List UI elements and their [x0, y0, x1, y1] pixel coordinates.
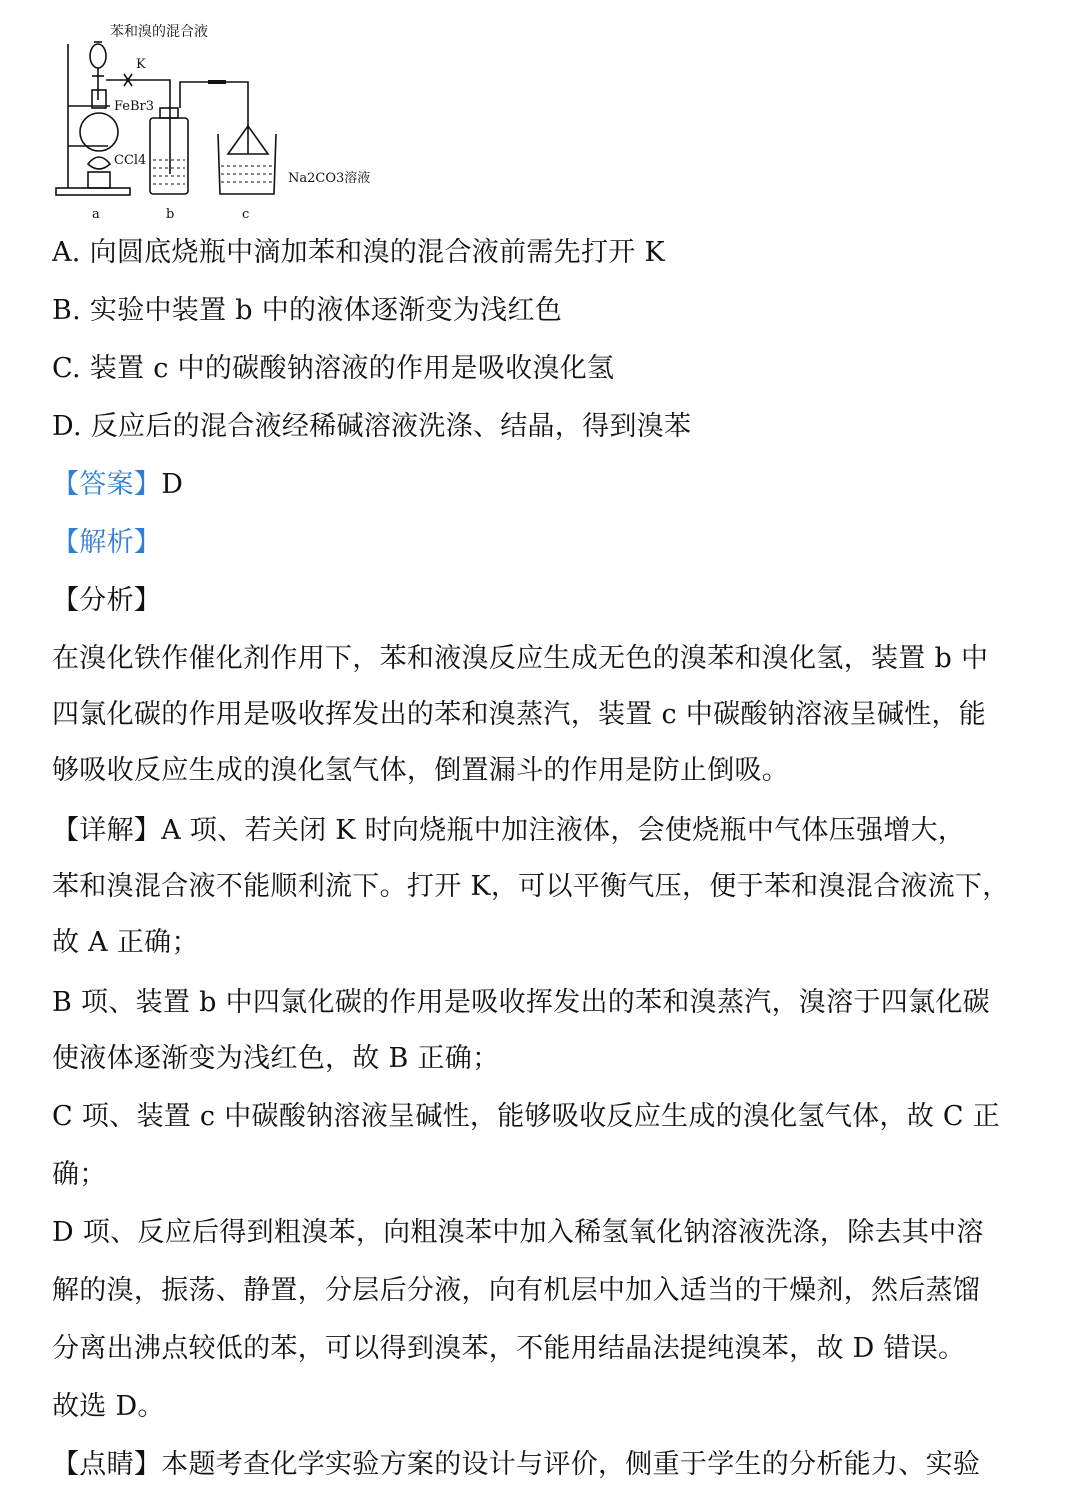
label-b: b	[166, 207, 175, 222]
detail-line: 解的溴，振荡、静置，分层后分液，向有机层中加入适当的干燥剂，然后蒸馏	[52, 1275, 981, 1306]
option-c: C. 装置 c 中的碳酸钠溶液的作用是吸收溴化氢	[52, 353, 615, 384]
dianjing-tag: 【点睛】	[52, 1449, 162, 1480]
answer-value: D	[161, 469, 184, 500]
detail-line: D 项、反应后得到粗溴苯，向粗溴苯中加入稀氢氧化钠溶液洗涤，除去其中溶	[52, 1217, 984, 1248]
label-febr3: FeBr3	[114, 99, 155, 114]
detail-line: 故选 D。	[52, 1391, 165, 1422]
label-c: c	[242, 207, 250, 222]
analysis-tag: 【解析】	[52, 527, 162, 558]
detail-line: 确；	[52, 1159, 107, 1190]
fenxi-line: 四氯化碳的作用是吸收挥发出的苯和溴蒸汽，装置 c 中碳酸钠溶液呈碱性，能	[52, 699, 987, 730]
label-na2co3: Na2CO3溶液	[288, 171, 371, 186]
dropping-funnel	[90, 44, 106, 68]
answer-line	[52, 470, 183, 500]
option-d: D. 反应后的混合液经稀碱溶液洗涤、结晶，得到溴苯	[52, 411, 692, 442]
option-a: A. 向圆底烧瓶中滴加苯和溴的混合液前需先打开 K	[52, 237, 665, 268]
detail-line: 【详解】A 项、若关闭 K 时向烧瓶中加注液体，会使烧瓶中气体压强增大，	[52, 815, 966, 846]
detail-line: B 项、装置 b 中四氯化碳的作用是吸收挥发出的苯和溴蒸汽，溴溶于四氯化碳	[52, 987, 990, 1018]
detail-line: 分离出沸点较低的苯，可以得到溴苯，不能用结晶法提纯溴苯，故 D 错误。	[52, 1333, 966, 1364]
delivery-tube	[106, 80, 170, 88]
dianjing-line: 【点睛】本题考查化学实验方案的设计与评价，侧重于学生的分析能力、实验	[52, 1449, 981, 1480]
fenxi-line: 够吸收反应生成的溴化氢气体，倒置漏斗的作用是防止倒吸。	[52, 755, 790, 786]
label-k: K	[136, 57, 146, 72]
stand-base	[56, 188, 130, 195]
label-ccl4: CCl4	[114, 153, 147, 168]
option-b: B. 实验中装置 b 中的液体逐渐变为浅红色	[52, 295, 563, 326]
detail-line: C 项、装置 c 中碳酸钠溶液呈碱性，能够吸收反应生成的溴化氢气体，故 C 正	[52, 1101, 1001, 1132]
apparatus-diagram	[48, 14, 388, 226]
detail-line: 苯和溴混合液不能顺利流下。打开 K，可以平衡气压，便于苯和溴混合液流下，	[52, 871, 1010, 902]
label-mixture: 苯和溴的混合液	[110, 24, 208, 40]
fenxi-line: 在溴化铁作催化剂作用下，苯和液溴反应生成无色的溴苯和溴化氢，装置 b 中	[52, 643, 989, 674]
alcohol-lamp	[88, 172, 110, 188]
beaker	[218, 134, 276, 194]
detail-line: 使液体逐渐变为浅红色，故 B 正确；	[52, 1043, 500, 1074]
label-a: a	[92, 207, 100, 222]
fenxi-tag: 【分析】	[52, 585, 162, 616]
detail-line: 故 A 正确；	[52, 927, 199, 958]
gas-washing-bottle	[150, 118, 188, 194]
answer-tag: 【答案】	[52, 469, 162, 500]
